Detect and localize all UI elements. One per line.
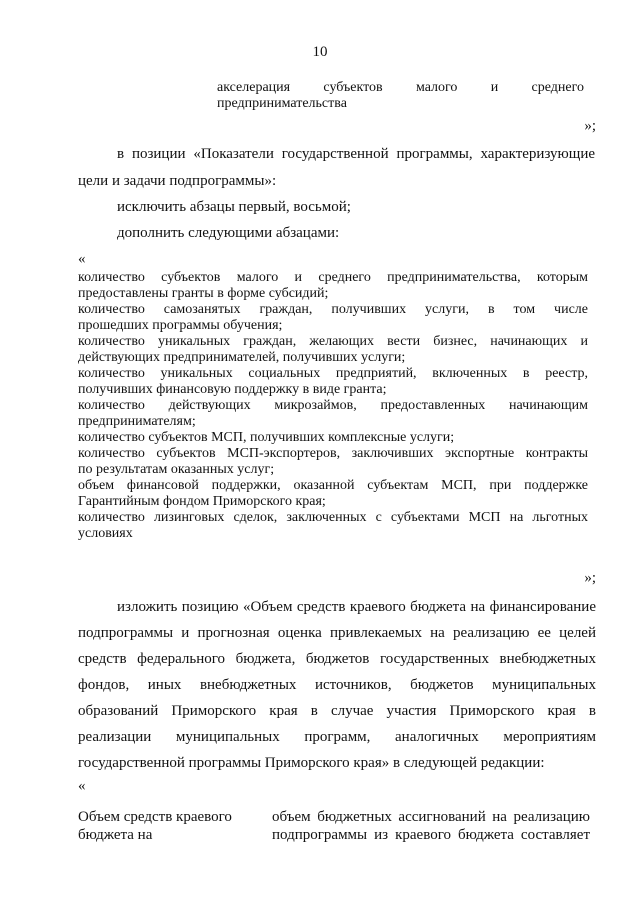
paragraph-line: подпрограммы и прогнозная оценка привлекаемых на реализацию ее целей (78, 625, 596, 641)
paragraph-line: образований Приморского края в случае участия Приморского края в (78, 703, 596, 719)
list-item-line: по результатам оказанных услуг; (78, 462, 275, 477)
table-cell-line: Объем средств краевого (78, 809, 232, 825)
list-item-line: предоставлены гранты в форме субсидий; (78, 286, 329, 301)
list-item (78, 334, 588, 366)
list-item-line: количество лизинговых сделок, заключенных с субъектами МСП на льготных (78, 510, 588, 525)
paragraph-line: фондов, иных внебюджетных источников, бюджетов муниципальных (78, 677, 596, 693)
list-item-line: условиях (78, 526, 133, 541)
list-item-line: количество субъектов малого и среднего предпринимательства, которым (78, 270, 588, 285)
list-item (78, 270, 588, 302)
table-cell-line: объем бюджетных ассигнований на реализацию (272, 809, 590, 825)
list-item (78, 446, 588, 478)
table-row-acceleration (217, 80, 584, 112)
list-item-line: количество уникальных социальных предприятий, включенных в реестр, (78, 366, 588, 381)
list-item (78, 302, 588, 334)
table-cell-right (272, 808, 590, 844)
list-item (78, 478, 588, 510)
closing-quote: »; (584, 118, 596, 134)
list-item-line: Гарантийным фондом Приморского края; (78, 494, 326, 509)
table-cell-line: акселерация субъектов малого и среднего (217, 80, 584, 95)
paragraph-line: реализации муниципальных программ, аналогичных мероприятиям (78, 729, 596, 745)
list-item (78, 430, 588, 446)
list-item (78, 366, 588, 398)
list-item-line: действующих предпринимателей, получивших услуги; (78, 350, 406, 365)
list-item-line: предпринимателям; (78, 414, 196, 429)
paragraph-position-line1: в позиции «Показатели государственной программы, характеризующие (117, 146, 595, 162)
list-item (78, 398, 588, 430)
list-item-line: количество действующих микрозаймов, предоставленных начинающим (78, 398, 588, 413)
list-item-line: количество самозанятых граждан, получивших услуги, в том числе (78, 302, 588, 317)
list-item-line: получивших финансовую поддержку в виде гранта; (78, 382, 387, 397)
list-item-line: количество субъектов МСП, получивших комплексные услуги; (78, 430, 455, 445)
list-item-line: количество уникальных граждан, желающих вести бизнес, начинающих и (78, 334, 588, 349)
paragraph-line: государственной программы Приморского края» в следующей редакции: (78, 755, 545, 771)
list-item (78, 510, 588, 542)
opening-quote: « (78, 251, 86, 267)
table-cell-line: бюджета на (78, 827, 153, 843)
table-cell-left (78, 808, 263, 844)
list-item-line: количество субъектов МСП-экспортеров, заключивших экспортные контракты (78, 446, 588, 461)
list-item-line: прошедших программы обучения; (78, 318, 283, 333)
paragraph-line: средств федерального бюджета, бюджетов государственных внебюджетных (78, 651, 596, 667)
page-number: 10 (312, 44, 328, 60)
paragraph-line: изложить позицию «Объем средств краевого бюджета на финансирование (117, 599, 596, 615)
paragraph-position-line2: цели и задачи подпрограммы»: (78, 173, 277, 189)
table-cell-line: предпринимательства (217, 96, 347, 111)
list-item-line: объем финансовой поддержки, оказанной субъектам МСП, при поддержке (78, 478, 588, 493)
paragraph-state-position (78, 594, 596, 776)
paragraph-exclude: исключить абзацы первый, восьмой; (117, 199, 351, 215)
indicator-list (78, 270, 588, 542)
paragraph-add: дополнить следующими абзацами: (117, 225, 340, 241)
opening-quote: « (78, 778, 86, 794)
closing-quote: »; (584, 570, 596, 586)
table-cell-line: подпрограммы из краевого бюджета составляет (272, 827, 590, 843)
